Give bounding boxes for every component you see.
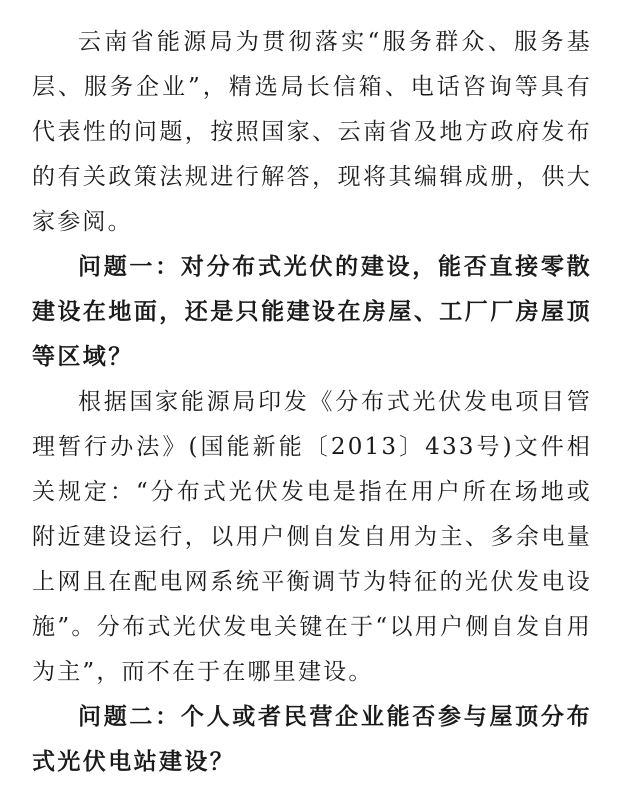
- question-2-heading: 问题二：个人或者民营企业能否参与屋顶分布式光伏电站建设？: [32, 704, 592, 775]
- answer-1-paragraph: 根据国家能源局印发《分布式光伏发电项目管理暂行办法》(国能新能〔2013〕433号)文件相关规定：“分布式光伏发电是指在用户所在场地或附近建设运行，以用户侧自发自用为主、多余电量上网且在配电网系统平衡调节为特征的光伏发电设施”。分布式光伏发电关键在于“以用户侧自发自用为主”，而不在于在哪里建设。: [32, 389, 592, 685]
- intro-paragraph: 云南省能源局为贯彻落实“服务群众、服务基层、服务企业”，精选局长信箱、电话咨询等具有代表性的问题，按照国家、云南省及地方政府发布的有关政策法规进行解答，现将其编辑成册，供大家参阅。: [32, 29, 592, 235]
- question-1-heading: 问题一：对分布式光伏的建设，能否直接零散建设在地面，还是只能建设在房屋、工厂厂房屋顶等区域？: [32, 254, 592, 370]
- document-body: [32, 20, 592, 785]
